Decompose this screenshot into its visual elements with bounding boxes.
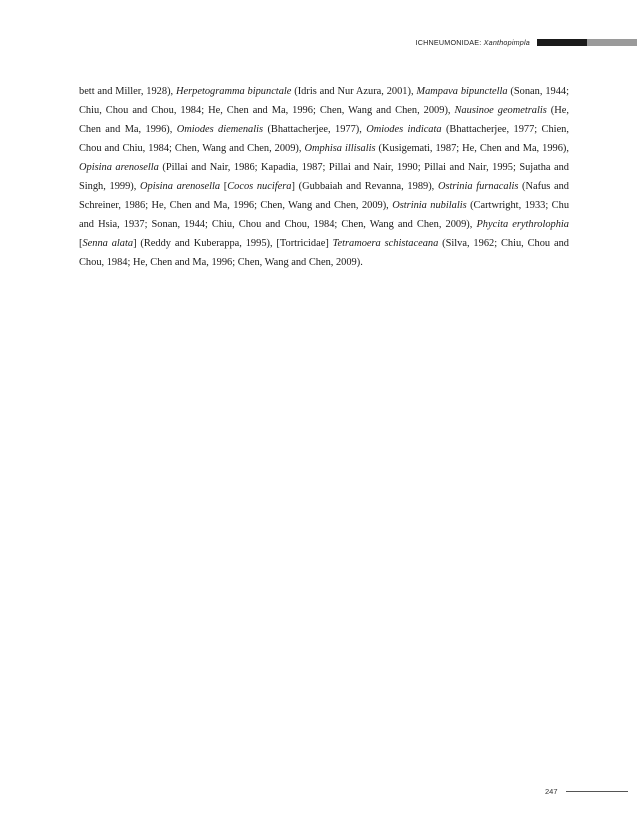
taxon-name: Senna alata — [82, 238, 134, 249]
taxon-name: Herpetogramma bipunctale — [175, 86, 292, 97]
running-head — [416, 36, 637, 48]
text-run: [ — [220, 181, 228, 192]
text-run: [ — [79, 238, 83, 249]
taxon-name: Omphisa illisalis — [304, 143, 376, 154]
taxon-name: Tetramoera schistaceana — [332, 238, 439, 249]
running-head-genus: Xanthopimpla — [483, 37, 530, 47]
running-head-bar — [537, 39, 587, 46]
page-number: 247 — [545, 787, 558, 796]
footer-rule — [566, 791, 628, 792]
text-run: (Pillai and Nair, 1986; Kapadia, 1987; Pillai and Nair, 1990; Pillai and Nair, 1995; Sujatha and Singh, 1999), — [79, 162, 569, 192]
taxon-name: Phycita erythrolophia — [476, 219, 570, 230]
running-head-family: ICHNEUMONIDAE: — [415, 37, 482, 47]
text-run: (Silva, 1962; Chiu, Chou and Chou, 1984; He, Chen and Ma, 1996; Chen, Wang and Chen, 2009). — [79, 238, 569, 268]
taxon-name: Mampava bipunctella — [416, 86, 508, 97]
text-run: (Bhattacherjee, 1977), — [263, 124, 367, 135]
taxon-name: Omiodes diemenalis — [176, 124, 264, 135]
text-run: (Idris and Nur Azura, 2001), — [291, 86, 417, 97]
text-run: ] (Gubbaiah and Revanna, 1989), — [291, 181, 438, 192]
running-head-text — [416, 38, 530, 47]
running-head-bar-tail — [587, 39, 637, 46]
taxon-name: Opisina arenosella — [140, 181, 221, 192]
text-run: ] (Reddy and Kuberappa, 1995), [Tortricidae] — [133, 238, 333, 249]
taxon-name: Cocos nucifera — [227, 181, 292, 192]
text-run: (Sonan, 1944; Chiu, Chou and Chou, 1984; He, Chen and Ma, 1996; Chen, Wang and Chen, 2009), — [79, 86, 569, 116]
text-run: (Cartwright, 1933; Chu and Hsia, 1937; Sonan, 1944; Chiu, Chou and Chou, 1984; Chen, Wang and Chen, 2009), — [79, 200, 570, 230]
taxon-name: Ostrinia furnacalis — [437, 181, 519, 192]
text-run: (Bhattacherjee, 1977; Chien, Chou and Chiu, 1984; Chen, Wang and Chen, 2009), — [79, 124, 569, 154]
body-paragraph — [79, 82, 569, 272]
text-run: (He, Chen and Ma, 1996), — [79, 105, 569, 135]
text-run: (Nafus and Schreiner, 1986; He, Chen and Ma, 1996; Chen, Wang and Chen, 2009), — [79, 181, 569, 211]
body-text — [79, 82, 569, 272]
taxon-name: Omiodes indicata — [366, 124, 442, 135]
taxon-name: Nausinoe geometralis — [454, 105, 547, 116]
text-run: bett and Miller, 1928), — [79, 86, 176, 97]
text-run: (Kusigemati, 1987; He, Chen and Ma, 1996), — [375, 143, 569, 154]
page-footer — [545, 787, 628, 796]
taxon-name: Opisina arenosella — [79, 162, 159, 173]
taxon-name: Ostrinia nubilalis — [392, 200, 467, 211]
